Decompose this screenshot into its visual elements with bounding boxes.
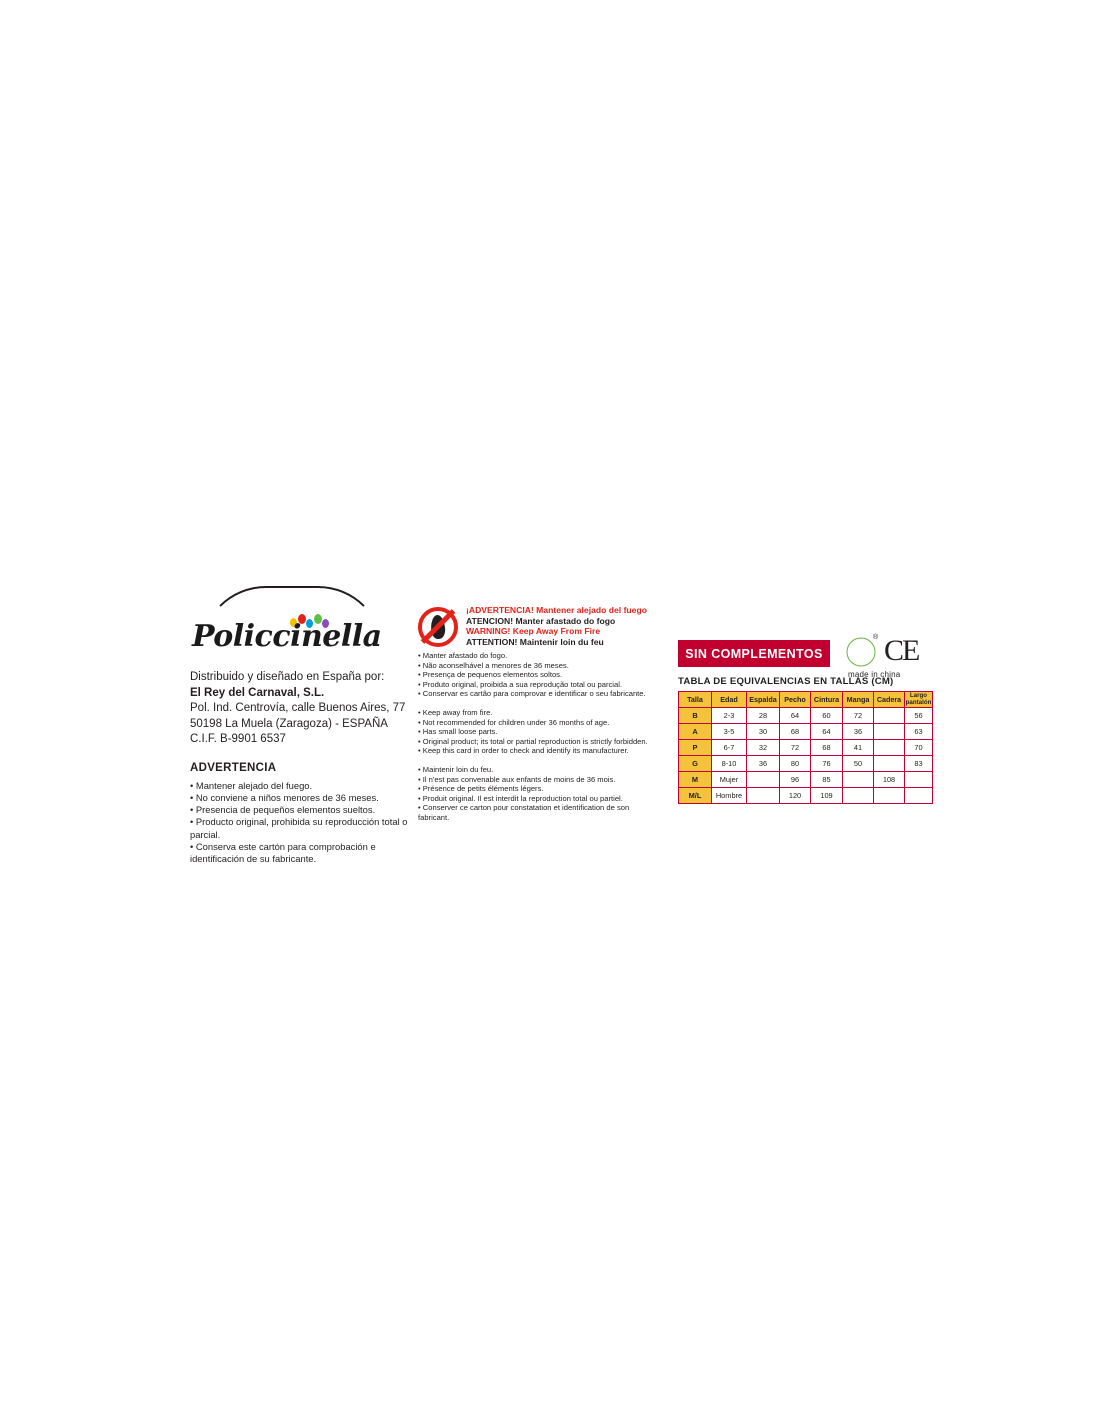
right-column xyxy=(678,634,946,804)
list-item: • Manter afastado do fogo. xyxy=(418,651,508,660)
ce-mark-icon: CE xyxy=(884,634,919,667)
cell-edad: Hombre xyxy=(712,788,747,804)
cell-manga: 50 xyxy=(843,756,874,772)
company-name: El Rey del Carnaval, S.L. xyxy=(190,686,325,699)
cell-talla: P xyxy=(679,740,712,756)
cell-cadera xyxy=(874,740,905,756)
warning-line-pt: ATENCION! Manter afastado do fogo xyxy=(466,615,616,626)
list-item: • No conviene a niños menores de 36 meses. xyxy=(190,791,379,803)
list-item: • Presencia de pequeños elementos sueltos. xyxy=(190,804,376,816)
cell-pecho: 120 xyxy=(780,788,811,804)
cell-manga: 41 xyxy=(843,740,874,756)
size-table-title: TABLA DE EQUIVALENCIAS EN TALLAS (CM) xyxy=(678,676,894,687)
cell-espalda: 28 xyxy=(747,708,780,724)
table-row xyxy=(679,740,933,756)
list-item: • Keep away from fire. xyxy=(418,707,493,717)
cell-cintura: 85 xyxy=(811,772,843,788)
distributed-by-label: Distribuido y diseñado en España por: xyxy=(190,671,385,683)
cell-largo: 63 xyxy=(905,724,933,740)
portuguese-bullets xyxy=(418,651,648,699)
cell-largo: 56 xyxy=(905,708,933,724)
cell-edad: 2-3 xyxy=(712,708,747,724)
cell-pecho: 96 xyxy=(780,772,811,788)
cell-pecho: 72 xyxy=(780,740,811,756)
list-item: • Conservar es cartão para comprovar e identificar o seu fabricante. xyxy=(418,689,646,699)
warning-line-fr: ATTENTION! Maintenir loin du feu xyxy=(466,636,604,647)
green-dot-recycling-icon xyxy=(846,637,876,667)
distributor-block xyxy=(190,670,430,748)
table-row xyxy=(679,756,933,772)
cell-edad: 3-5 xyxy=(712,724,747,740)
cell-talla: A xyxy=(679,724,712,740)
advertencia-heading: ADVERTENCIA xyxy=(190,761,277,774)
table-row xyxy=(679,788,933,804)
list-item: • Mantener alejado del fuego. xyxy=(190,779,313,791)
cell-manga xyxy=(843,788,874,804)
address-line-2: 50198 La Muela (Zaragoza) - ESPAÑA xyxy=(190,717,388,730)
list-item: • Producto original, prohibida su reproducción total o parcial. xyxy=(190,816,408,840)
cell-largo xyxy=(905,788,933,804)
list-item: • Conserva este cartón para comprobación e identificación de su fabricante. xyxy=(190,840,376,865)
cell-manga xyxy=(843,772,874,788)
cell-cintura: 68 xyxy=(811,740,843,756)
cell-largo: 83 xyxy=(905,756,933,772)
logo-wordmark: Policcinella xyxy=(192,619,382,654)
brand-logo xyxy=(192,586,392,666)
col-cintura: Cintura xyxy=(811,692,843,708)
warning-line-es: ¡ADVERTENCIA! Mantener alejado del fuego xyxy=(466,605,647,615)
cell-talla: G xyxy=(679,756,712,772)
cell-pecho: 64 xyxy=(780,708,811,724)
address-line-1: Pol. Ind. Centrovía, calle Buenos Aires, 77 xyxy=(190,702,406,714)
cell-espalda xyxy=(747,772,780,788)
list-item: • Original product; its total or partial reproduction is strictly forbidden. xyxy=(418,736,648,746)
cell-cintura: 76 xyxy=(811,756,843,772)
cell-espalda xyxy=(747,788,780,804)
list-item: • Produit original. Il est interdit la reproduction total ou partiel. xyxy=(418,793,623,803)
table-row xyxy=(679,724,933,740)
cell-largo xyxy=(905,772,933,788)
col-pecho: Pecho xyxy=(780,692,811,708)
cell-edad: Mujer xyxy=(712,772,747,788)
list-item: • Produto original, proibida a sua reprodução total ou parcial. xyxy=(418,679,623,689)
col-cadera: Cadera xyxy=(874,692,905,708)
cell-largo: 70 xyxy=(905,740,933,756)
col-espalda: Espalda xyxy=(747,692,780,708)
advertencia-bullets xyxy=(190,780,430,866)
col-largo-pantalon xyxy=(905,692,933,708)
table-row xyxy=(679,772,933,788)
cell-espalda: 30 xyxy=(747,724,780,740)
cell-cadera xyxy=(874,788,905,804)
cell-cintura: 64 xyxy=(811,724,843,740)
french-bullets xyxy=(418,765,648,823)
made-in-label: made in china xyxy=(848,670,901,679)
warning-header xyxy=(418,605,648,651)
cell-cintura: 60 xyxy=(811,708,843,724)
english-bullets xyxy=(418,708,648,756)
cell-talla: M xyxy=(679,772,712,788)
cell-espalda: 36 xyxy=(747,756,780,772)
list-item: • Keep this card in order to check and identify its manufacturer. xyxy=(418,746,629,756)
cell-cadera: 108 xyxy=(874,772,905,788)
col-largo-pantalon-label: Largo pantalón xyxy=(905,691,932,706)
cell-manga: 36 xyxy=(843,724,874,740)
sin-complementos-banner: SIN COMPLEMENTOS xyxy=(678,640,830,667)
certification-marks xyxy=(846,634,946,686)
list-item: • Presença de pequenos elementos soltos. xyxy=(418,670,563,680)
registered-trademark-icon: ® xyxy=(873,634,879,641)
col-manga: Manga xyxy=(843,692,874,708)
cell-talla: B xyxy=(679,708,712,724)
cell-cadera xyxy=(874,724,905,740)
col-edad: Edad xyxy=(712,692,747,708)
list-item: • Not recommended for children under 36 months of age. xyxy=(418,717,610,727)
warning-headline xyxy=(466,605,647,647)
cell-espalda: 32 xyxy=(747,740,780,756)
no-fire-icon xyxy=(418,607,458,647)
list-item: • Conserver ce carton pour constatation et identification de son fabricant. xyxy=(418,803,630,822)
cell-cadera xyxy=(874,756,905,772)
size-equivalence-table xyxy=(678,691,933,804)
list-item: • Il n'est pas convenable aux enfants de moins de 36 mois. xyxy=(418,774,616,784)
list-item: • Has small loose parts. xyxy=(418,727,498,737)
cell-pecho: 80 xyxy=(780,756,811,772)
list-item: • Présence de petits éléments légers. xyxy=(418,784,544,794)
warning-line-en: WARNING! Keep Away From Fire xyxy=(466,626,601,637)
table-header-row xyxy=(679,692,933,708)
list-item: • Não aconselhável a menores de 36 meses. xyxy=(418,660,569,670)
cell-cintura: 109 xyxy=(811,788,843,804)
cell-edad: 8-10 xyxy=(712,756,747,772)
cif-number: C.I.F. B-9901 6537 xyxy=(190,733,286,745)
cell-pecho: 68 xyxy=(780,724,811,740)
table-row xyxy=(679,708,933,724)
cell-manga: 72 xyxy=(843,708,874,724)
cell-cadera xyxy=(874,708,905,724)
left-column xyxy=(190,586,430,866)
middle-column xyxy=(418,605,648,832)
col-talla: Talla xyxy=(679,692,712,708)
list-item: • Maintenir loin du feu. xyxy=(418,764,494,774)
cell-edad: 6-7 xyxy=(712,740,747,756)
cell-talla: M/L xyxy=(679,788,712,804)
